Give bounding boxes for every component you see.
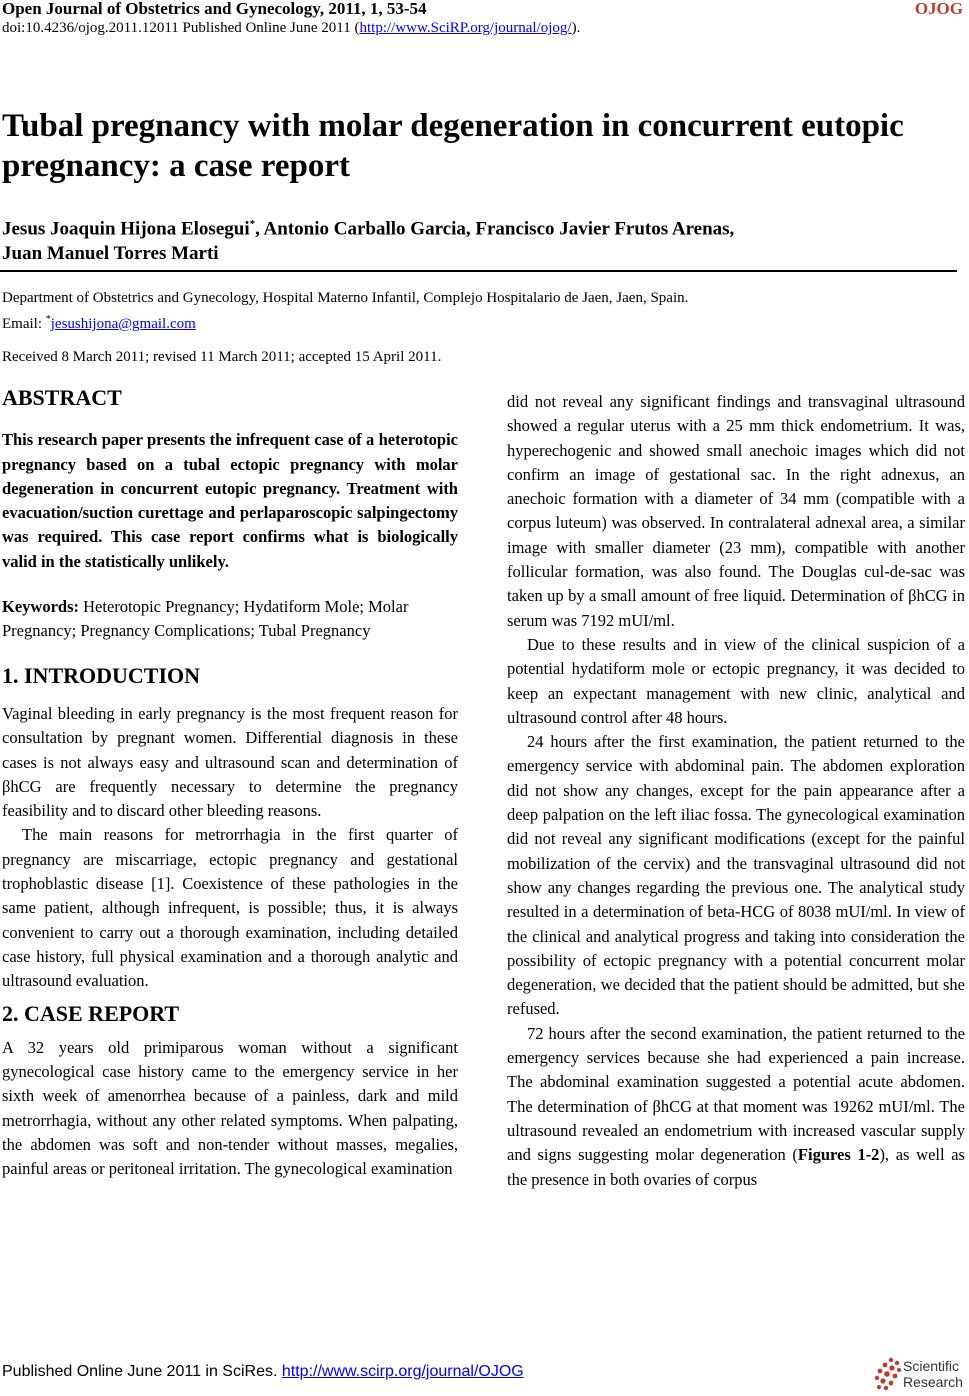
email-star: * — [45, 314, 51, 325]
logo-text — [903, 1358, 963, 1390]
received-dates: Received 8 March 2011; revised 11 March 2011; accepted 15 April 2011. — [2, 349, 442, 365]
right-p4-a: 72 hours after the second examination, the patient returned to the emergency services because she had experienced a pain increase. The abdominal examination suggested a potential acute abdomen. The determination of βhCG at that moment was 19262 mUI/ml. The ultrasound revealed an endometrium with increased vascular supply and signs suggesting molar degeneration ( — [507, 1023, 965, 1165]
abstract-text: This research paper presents the infrequent case of a heterotopic pregnancy based on a tubal ectopic pregnancy with molar degeneration in concurrent eutopic pregnancy. Treatment with evacuation/suction curettage and perlaparoscopic salpingectomy was required. This case report confirms what is biologically valid in the statistically unlikely. — [2, 430, 458, 571]
email-line — [2, 309, 688, 335]
journal-header: Open Journal of Obstetrics and Gynecology, 2011, 1, 53-54 — [2, 0, 427, 18]
author-rest: , Antonio Carballo Garcia, Francisco Javier Frutos Arenas, — [255, 218, 735, 240]
right-paragraph-3: 24 hours after the first examination, the patient returned to the emergency service with abdominal pain. The abdomen exploration did not show any changes, except for the pain appearance after a deep palpation on the left iliac fossa. The gynecological examination did not reveal any significant modifications (except for the painful mobilization of the cervix) and the transvaginal ultrasound did not show any changes regarding the previous one. The analytical study resulted in a determination of beta-HCG of 8038 mUI/ml. In view of the clinical and analytical progress and taking into consideration the possibility of ectopic pregnancy with a potential concurrent molar degeneration, we decided that the patient should be admitted, but she refused. — [507, 732, 965, 1019]
article-title: Tubal pregnancy with molar degeneration in concurrent eutopic pregnancy: a case report — [2, 108, 904, 184]
keywords — [2, 595, 458, 644]
right-column — [507, 390, 965, 1192]
title-divider — [0, 270, 957, 272]
right-paragraph-2: Due to these results and in view of the clinical suspicion of a potential hydatiform mole or ectopic pregnancy, it was decided to keep an expectant management with new clinic, analytical and ultrasound control after 48 hours. — [507, 634, 965, 727]
figures-ref: Figures 1-2 — [797, 1145, 880, 1165]
logo-line2: Research — [903, 1374, 963, 1390]
left-column — [2, 384, 458, 1182]
logo-dots-icon — [873, 1357, 903, 1391]
affiliation: Department of Obstetrics and Gynecology, Hospital Materno Infantil, Complejo Hospitalario de Jaen, Jaen, Spain. — [2, 290, 689, 306]
keywords-label: Keywords: — [2, 597, 79, 617]
affiliation-block — [2, 288, 688, 335]
right-paragraph-1: did not reveal any significant findings and transvaginal ultrasound showed a regular uterus with a 25 mm thick endometrium. It was, hyperechogenic and showed small anechoic images which did not confirm an image of gestational sac. In the right adnexus, an anechoic formation with a diameter of 34 mm (compatible with a corpus luteum) was observed. In contralateral adnexal area, a similar image with smaller diameter (23 mm), compatible with another follicular formation, was also found. The Douglas cul-de-sac was taken up by a small amount of free liquid. Determination of βhCG in serum was 7192 mUI/ml. — [507, 392, 965, 630]
intro-paragraph-1: Vaginal bleeding in early pregnancy is the most frequent reason for consultation by pregnant women. Differential diagnosis in these cases is not always easy and ultrasound scan and determination of βhCG are frequently necessary to determine the pregnancy feasibility and to discard other bleeding reasons. — [2, 703, 458, 821]
footer-text: Published Online June 2011 in SciRes. — [2, 1363, 282, 1380]
case-paragraph-1: A 32 years old primiparous woman without a significant gynecological case history came to the emergency service in her sixth week of amenorrhea because of a painless, dark and mild metrorrhagia, without any other related symptoms. When palpating, the abdomen was soft and non-tender without masses, megalies, painful areas or peritoneal irritation. The gynecological examination — [2, 1037, 458, 1179]
doi-suffix: ). — [571, 20, 581, 36]
author-line2: Juan Manuel Torres Marti — [2, 243, 219, 265]
email-label: Email: — [2, 316, 46, 332]
right-p4-b: ), as well as the presence in both ovaries of corpus — [507, 1145, 965, 1189]
journal-code: OJOG — [914, 0, 963, 18]
intro-heading: 1. INTRODUCTION — [2, 662, 201, 688]
case-heading: 2. CASE REPORT — [2, 1000, 180, 1026]
author-first: Jesus Joaquin Hijona Elosegui — [2, 218, 250, 240]
footer — [2, 1363, 524, 1381]
journal-url-link[interactable]: http://www.SciRP.org/journal/ojog/ — [359, 20, 572, 36]
doi-line — [2, 20, 580, 37]
doi-prefix: doi:10.4236/ojog.2011.12011 Published Online June 2011 ( — [2, 20, 360, 36]
footer-link[interactable]: http://www.scirp.org/journal/OJOG — [281, 1363, 524, 1380]
right-paragraph-4 — [507, 1022, 965, 1192]
author-star: * — [249, 218, 256, 230]
author-list — [2, 212, 957, 266]
email-link[interactable]: jesushijona@gmail.com — [50, 316, 196, 332]
abstract-heading: ABSTRACT — [2, 385, 122, 410]
keywords-text: Heterotopic Pregnancy; Hydatiform Mole; Molar Pregnancy; Pregnancy Complications; Tubal Pregnancy — [2, 597, 409, 641]
scientific-research-logo — [873, 1357, 965, 1393]
intro-paragraph-2: The main reasons for metrorrhagia in the first quarter of pregnancy are miscarriage, ectopic pregnancy and gestational trophoblastic disease [1]. Coexistence of these pathologies in the same patient, although infrequent, is possible; thus, it is always convenient to carry out a thorough examination, including detailed case history, full physical examination and a thorough analytic and ultrasound evaluation. — [2, 825, 458, 991]
logo-line1: Scientific — [903, 1358, 960, 1374]
